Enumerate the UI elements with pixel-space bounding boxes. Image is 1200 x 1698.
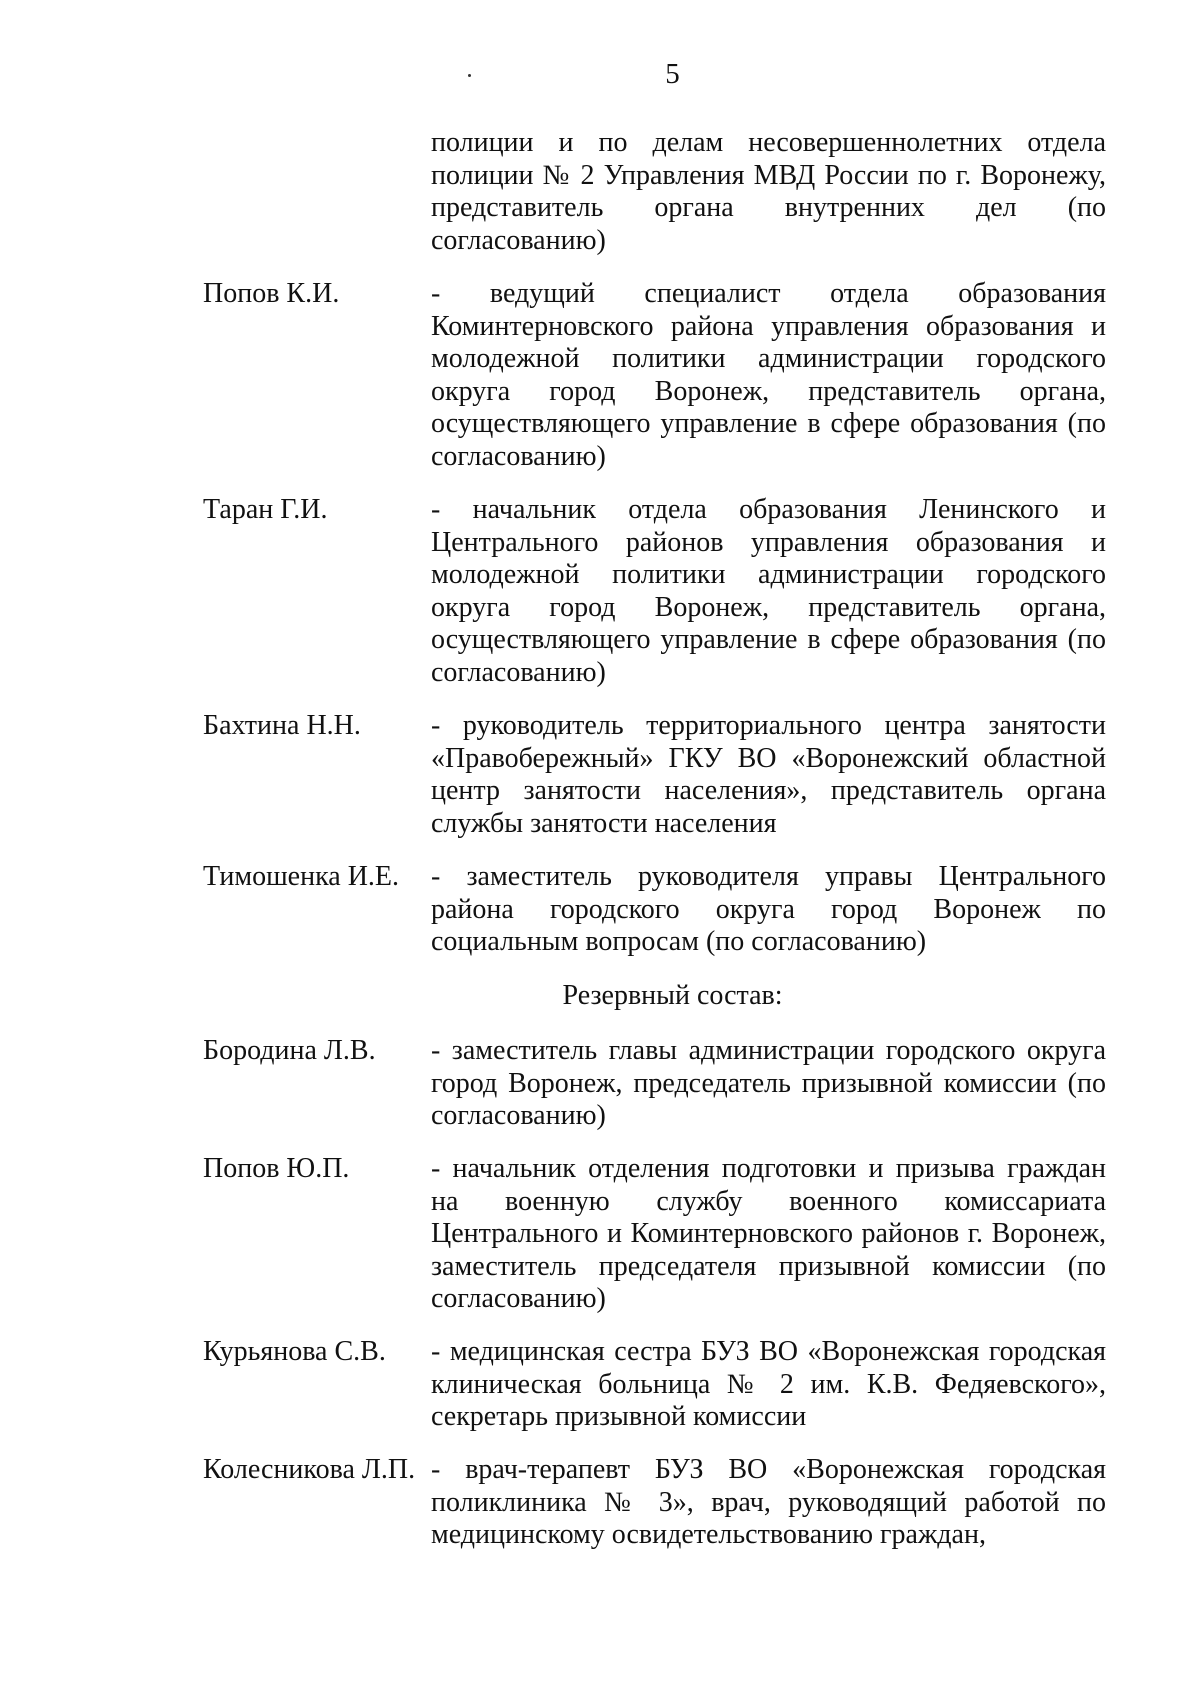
member-name: Бородина Л.В. — [203, 1035, 376, 1066]
member-name: Курьянова С.В. — [203, 1336, 386, 1367]
member-description: - заместитель главы администрации городского округа город Воронеж, председатель призывной комиссии (по согласованию) — [431, 1035, 1106, 1131]
member-name: Бахтина Н.Н. — [203, 710, 361, 741]
page-number: 5 — [665, 58, 680, 90]
member-description: - руководитель территориального центра занятости «Правобережный» ГКУ ВО «Воронежский областной центр занятости населения», представитель органа службы занятости населения — [431, 710, 1106, 839]
intro-paragraph: полиции и по делам несовершеннолетних отдела полиции № 2 Управления МВД России по г. Воронежу, представитель органа внутренних дел (по согласованию) — [431, 127, 1106, 256]
member-description: - начальник отдела образования Ленинского и Центрального районов управления образования и молодежной политики администрации городского округа город Воронеж, представитель органа, осуществляющего управление в сфере образования (по согласованию) — [431, 494, 1106, 688]
member-description: - ведущий специалист отдела образования Коминтерновского района управления образования и молодежной политики администрации городского округа город Воронеж, представитель органа, осуществляющего управление в сфере образования (по согласованию) — [431, 278, 1106, 472]
member-name: Колесникова Л.П. — [203, 1454, 416, 1485]
member-description: - заместитель руководителя управы Центрального района городского округа город Воронеж по социальным вопросам (по согласованию) — [431, 861, 1106, 957]
member-name: Попов К.И. — [203, 278, 340, 309]
member-name: Таран Г.И. — [203, 494, 328, 525]
member-description: - начальник отделения подготовки и призыва граждан на военную службу военного комиссариата Центрального и Коминтерновского районов г. Воронеж, заместитель председателя призывной комиссии (по согласованию) — [431, 1153, 1106, 1314]
member-name: Тимошенка И.Е. — [203, 861, 400, 892]
member-description: - медицинская сестра БУЗ ВО «Воронежская городская клиническая больница № 2 им. К.В. Федяевского», секретарь призывной комиссии — [431, 1336, 1106, 1432]
reserve-heading: Резервный состав: — [562, 980, 783, 1011]
member-name: Попов Ю.П. — [203, 1153, 350, 1184]
member-description: - врач-терапевт БУЗ ВО «Воронежская городская поликлиника № 3», врач, руководящий работой по медицинскому освидетельствованию граждан, — [431, 1454, 1106, 1550]
